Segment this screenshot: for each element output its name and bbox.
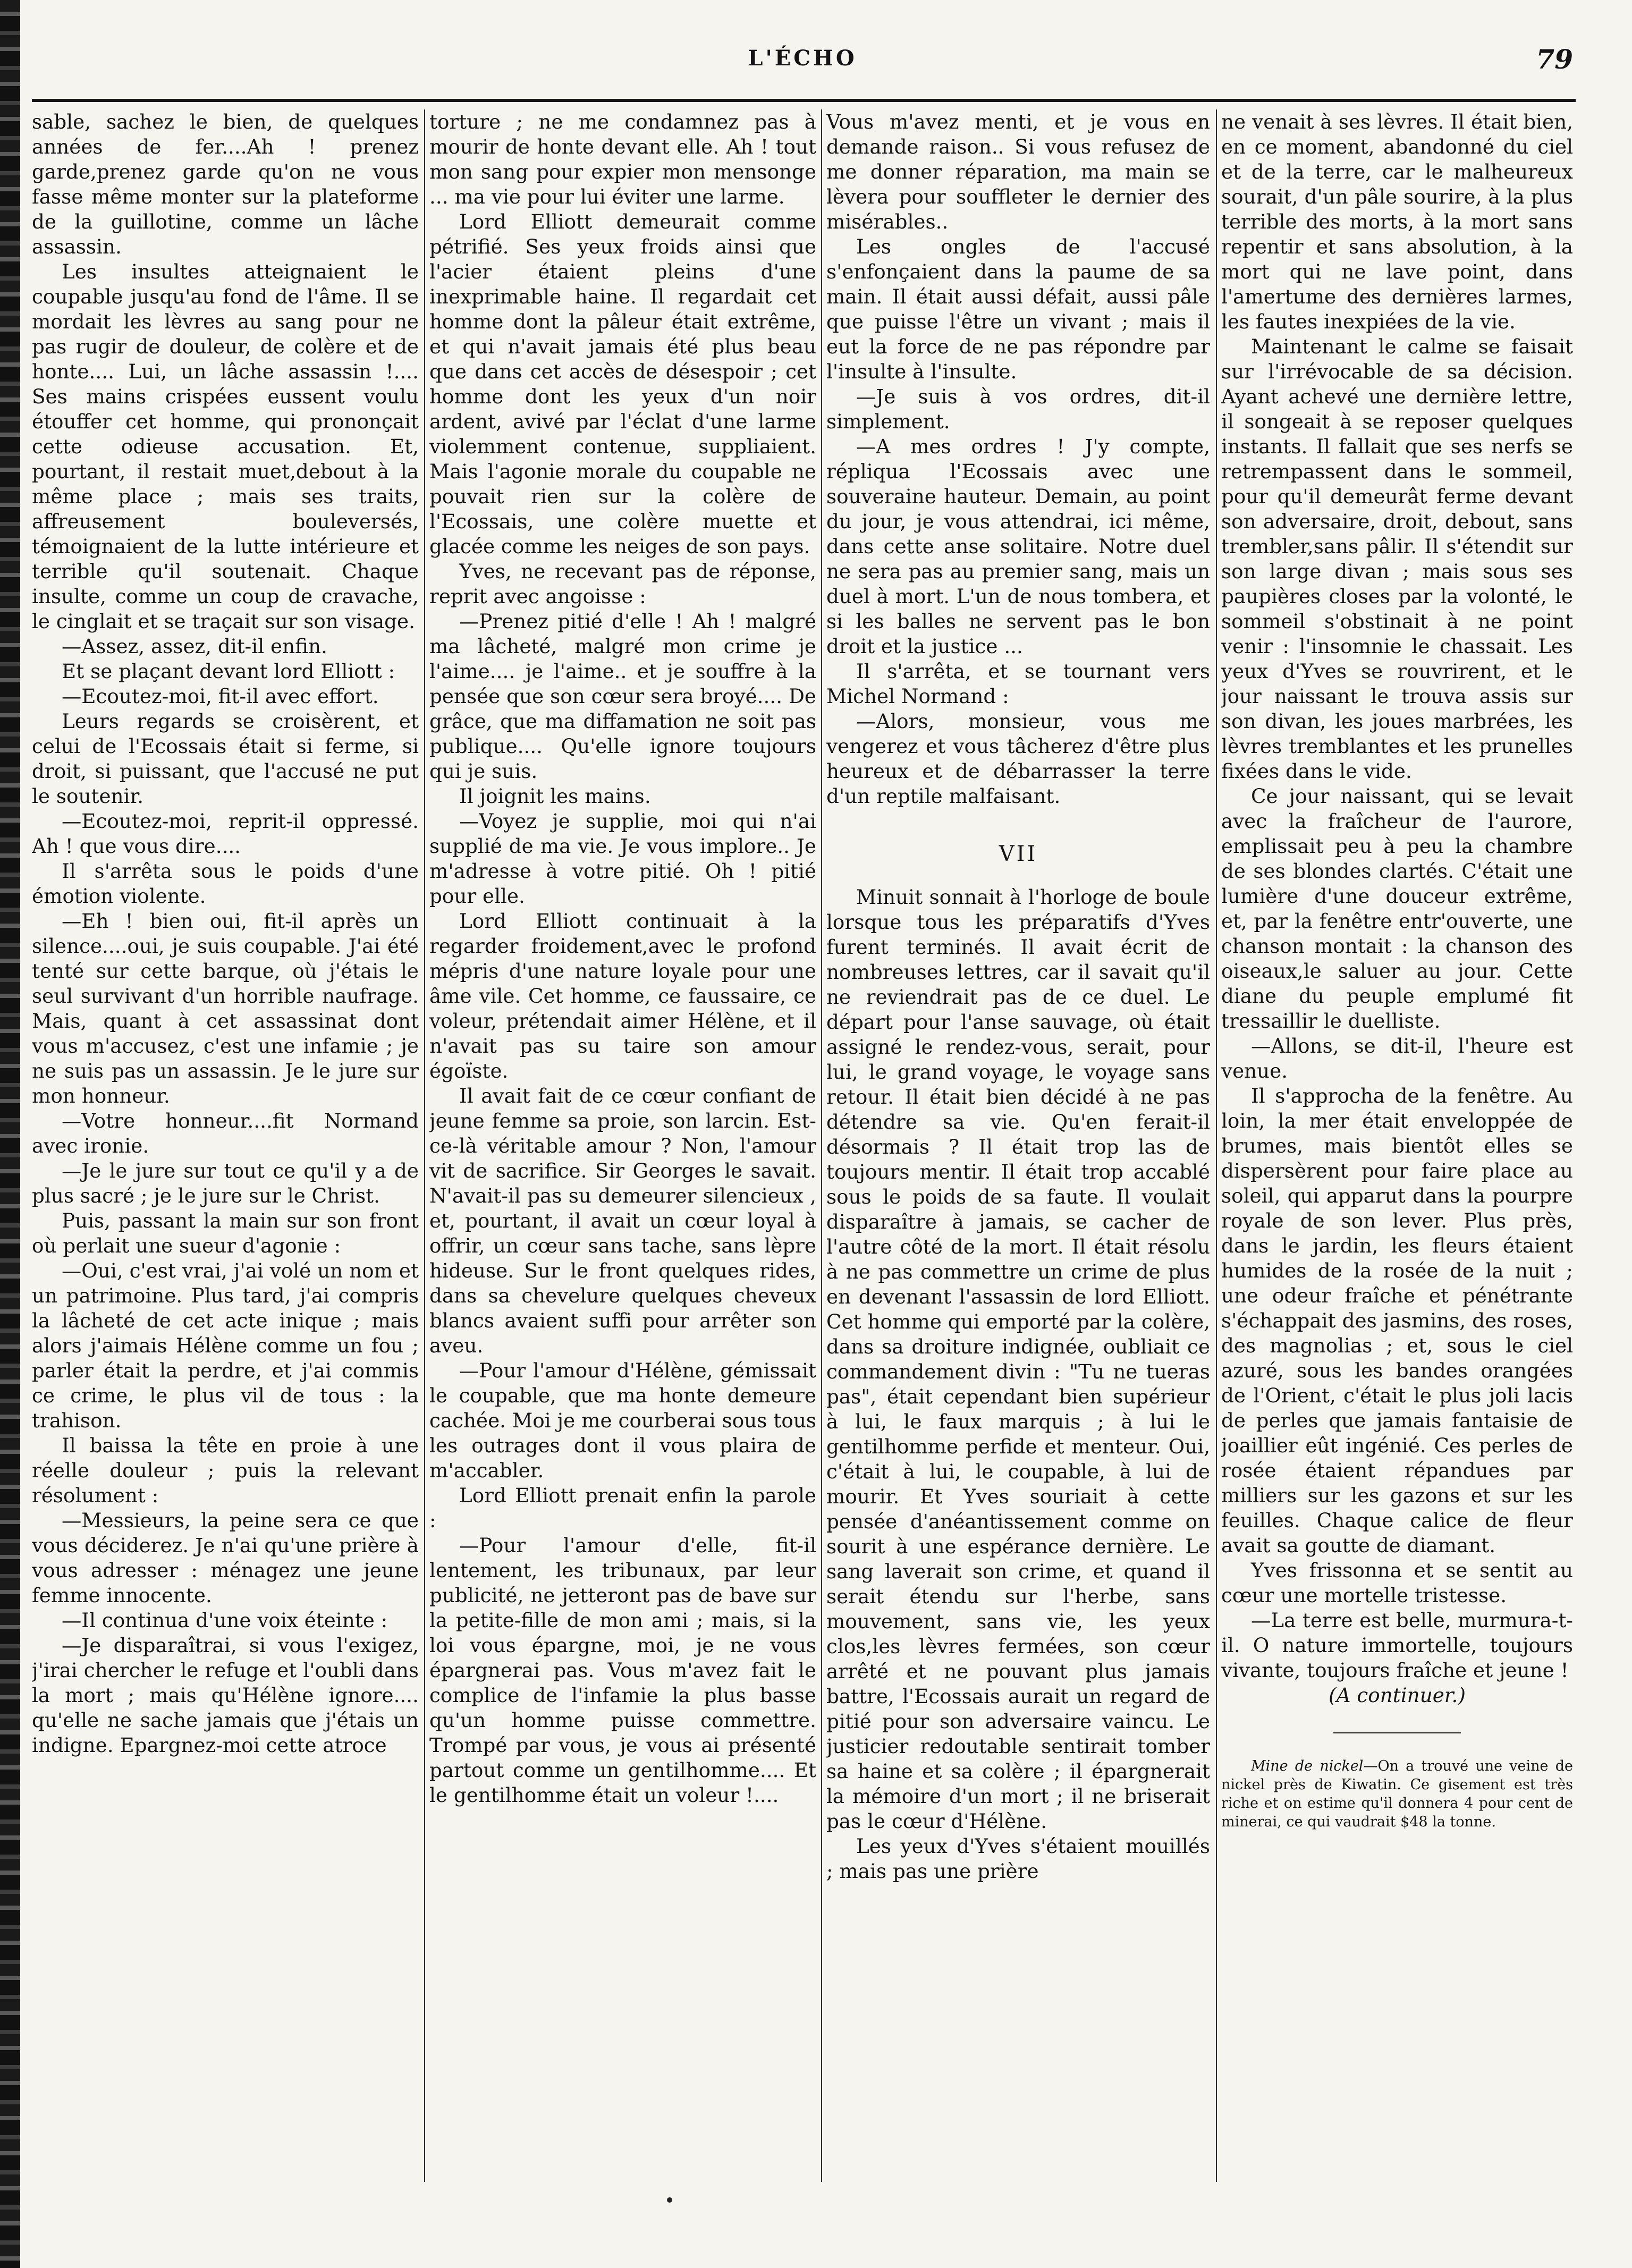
news-brief-text: On a trouvé une veine de nickel près de Kiwatin. Ce gisement est très riche et on estime qu'il donnera 4 pour cent de minerai, ce qui vaudrait $48 la tonne. [1221, 1758, 1573, 1830]
header-rule [32, 99, 1576, 102]
paragraph: —Assez, assez, dit-il enfin. [62, 634, 327, 658]
journal-title: L'ÉCHO [748, 46, 857, 71]
paragraph: —Oui, c'est vrai, j'ai volé un nom et un patrimoine. Plus tard, j'ai compris la lâcheté de cet acte inique ; mais alors j'aimais Hélène comme un fou ; parler était la perdre, et j'ai commis ce crime, le plus vil de tous : la trahison. [32, 1259, 419, 1432]
paragraph: —Allons, se dit-il, l'heure est venue. [1221, 1034, 1573, 1082]
paragraph: —La terre est belle, murmura-t-il. O nature immortelle, toujours vivante, toujours fraîche et jeune ! [1221, 1609, 1573, 1682]
paragraph: —Ecoutez-moi, reprit-il oppressé. Ah ! que vous dire.... [32, 809, 419, 858]
news-brief [1221, 1757, 1573, 1831]
column-separator [821, 109, 822, 2182]
paragraph: Les ongles de l'accusé s'enfonçaient dans la paume de sa main. Il était aussi défait, aussi pâle que puisse l'être un vivant ; mais il eut la force de ne pas répondre par l'insulte à l'insulte. [826, 235, 1210, 383]
text-column-3 [826, 109, 1210, 2182]
paragraph: Lord Elliott demeurait comme pétrifié. Ses yeux froids ainsi que l'acier étaient pleins d'une inexprimable haine. Il regardait cet homme dont la pâleur était extrême, et qui n'avait jamais été plus beau que dans cet accès de désespoir ; cet homme dont les yeux d'un noir ardent, avivé par l'éclat d'une larme violemment contenue, suppliaient. Mais l'agonie morale du coupable ne pouvait rien sur la colère de l'Ecossais, une colère muette et glacée comme les neiges de son pays. [429, 210, 816, 558]
paragraph: Les yeux d'Yves s'étaient mouillés ; mais pas une prière [826, 1834, 1210, 1883]
news-brief-title: Mine de nickel— [1251, 1758, 1378, 1774]
paragraph: Les insultes atteignaient le coupable jusqu'au fond de l'âme. Il se mordait les lèvres au sang pour ne pas rugir de douleur, de colère et de honte.... Lui, un lâche assassin !.... Ses mains crispées eussent voulu étouffer cet homme, qui prononçait cette odieuse accusation. Et, pourtant, il restait muet,debout à la même place ; mais ses traits, affreusement bouleversés, témoignaient de la lutte intérieure et terrible qu'il soutenait. Chaque insulte, comme un coup de cravache, le cinglait et se traçait sur son visage. [32, 260, 419, 633]
column-separator [1216, 109, 1217, 2182]
page-number: 79 [1536, 44, 1573, 75]
paragraph: Yves, ne recevant pas de réponse, reprit avec angoisse : [429, 560, 816, 608]
paragraph: torture ; ne me condamnez pas à mourir de honte devant elle. Ah ! tout mon sang pour expier mon mensonge ... ma vie pour lui éviter une larme. [429, 110, 816, 208]
to-be-continued-note: (A continuer.) [1329, 1683, 1466, 1707]
page-binding-edge [0, 0, 20, 2268]
paragraph: —Je disparaîtrai, si vous l'exigez, j'irai chercher le refuge et l'oubli dans la mort ; mais qu'Hélène ignore.... qu'elle ne sache jamais que j'étais un indigne. Epargnez-moi cette atroce [32, 1634, 419, 1757]
paragraph: —Je le jure sur tout ce qu'il y a de plus sacré ; je le jure sur le Christ. [32, 1159, 419, 1207]
paragraph: Minuit sonnait à l'horloge de boule lorsque tous les préparatifs d'Yves furent terminés. Il avait écrit de nombreuses lettres, car il savait qu'il ne reviendrait pas de ce duel. Le départ pour l'anse sauvage, où était assigné le rendez-vous, serait, pour lui, le grand voyage, le voyage sans retour. Il était bien décidé à ne pas détendre sa vie. Qu'en ferait-il désormais ? Il était trop las de toujours mentir. Il était trop accablé sous le poids de sa faute. Il voulait disparaître à jamais, se cacher de l'autre côté de la mort. Il était résolu à ne pas commettre un crime de plus en devenant l'assassin de lord Elliott. Cet homme qui emporté par la colère, dans sa droiture indignée, oubliait ce commandement divin : "Tu ne tueras pas", était cependant bien supérieur à lui, le faux marquis ; à lui le gentilhomme perfide et menteur. Oui, c'était à lui, le coupable, à lui de mourir. Et Yves souriait à cette pensée d'anéantissement comme on sourit à une espérance dernière. Le sang laverait son crime, et quand il serait étendu sur l'herbe, sans mouvement, sans vie, les yeux clos,les lèvres fermées, son cœur arrêté et ne pouvant plus jamais battre, l'Ecossais aurait un regard de pitié pour son adversaire vaincu. Le justicier redoutable sentirait tomber sa haine et sa colère ; il épargnerait la mémoire d'un mort ; il ne briserait pas le cœur d'Hélène. [826, 885, 1210, 1833]
paragraph: Il avait fait de ce cœur confiant de jeune femme sa proie, son larcin. Est-ce-là véritable amour ? Non, l'amour vit de sacrifice. Sir Georges le savait. N'avait-il pas su demeurer silencieux , et, pourtant, il avait un cœur loyal à offrir, un cœur sans tache, sans lèpre hideuse. Sur le front quelques rides, dans sa chevelure quelques cheveux blancs avaient suffi pour arrêter son aveu. [429, 1084, 816, 1357]
paragraph: —A mes ordres ! J'y compte, répliqua l'Ecossais avec une souveraine hauteur. Demain, au point du jour, je vous attendrai, ici même, dans cette anse solitaire. Notre duel ne sera pas au premier sang, mais un duel à mort. L'un de nous tombera, et si les balles ne servent pas le bon droit et la justice ... [826, 435, 1210, 658]
paragraph: Il s'arrêta sous le poids d'une émotion violente. [32, 859, 419, 908]
paragraph: —Je suis à vos ordres, dit-il simplement. [826, 385, 1210, 433]
paragraph: Leurs regards se croisèrent, et celui de l'Ecossais était si ferme, si droit, si puissant, que l'accusé ne put le soutenir. [32, 709, 419, 808]
text-column-1 [32, 109, 419, 2182]
paragraph: Lord Elliott continuait à la regarder froidement,avec le profond mépris d'une nature loyale pour une âme vile. Cet homme, ce faussaire, ce voleur, prétendait aimer Hélène, et il n'avait pas su taire son amour égoïste. [429, 909, 816, 1082]
paragraph: —Ecoutez-moi, fit-il avec effort. [62, 684, 379, 708]
paragraph: Il joignit les mains. [459, 784, 651, 808]
paragraph: —Pour l'amour d'elle, fit-il lentement, les tribunaux, par leur publicité, ne jetteront pas de bave sur la petite-fille de mon ami ; mais, si la loi vous épargne, moi, je ne vous épargnerai pas. Vous m'avez fait le complice de l'infamie la plus basse qu'un homme puisse commettre. Trompé par vous, je vous ai présenté partout comme un gentilhomme.... Et le gentilhomme était un voleur !.... [429, 1534, 816, 1807]
paragraph: Il s'arrêta, et se tournant vers Michel Normand : [826, 659, 1210, 708]
paragraph: —Messieurs, la peine sera ce que vous déciderez. Je n'ai qu'une prière à vous adresser : ménagez une jeune femme innocente. [32, 1509, 419, 1607]
paragraph: —Il continua d'une voix éteinte : [62, 1609, 388, 1632]
paragraph: —Eh ! bien oui, fit-il après un silence....oui, je suis coupable. J'ai été tenté sur cette barque, où j'étais le seul survivant d'un horrible naufrage. Mais, quant à cet assassinat dont vous m'accusez, c'est une infamie ; je ne suis pas un assassin. Je le jure sur mon honneur. [32, 909, 419, 1107]
text-column-2 [429, 109, 816, 2182]
page-header [32, 41, 1573, 100]
paragraph: Et se plaçant devant lord Elliott : [62, 659, 395, 683]
paragraph: Vous m'avez menti, et je vous en demande raison.. Si vous refusez de me donner réparation, ma main se lèvera pour souffleter le dernier des misérables.. [826, 110, 1210, 233]
paragraph: —Pour l'amour d'Hélène, gémissait le coupable, que ma honte demeure cachée. Moi je me courberai sous tous les outrages dont il vous plaira de m'accabler. [429, 1359, 816, 1482]
paragraph: Lord Elliott prenait enfin la parole : [429, 1484, 816, 1532]
section-rule [1333, 1732, 1461, 1733]
paragraph: Puis, passant la main sur son front où perlait une sueur d'agonie : [32, 1209, 419, 1257]
column-separator [424, 109, 425, 2182]
paragraph: —Alors, monsieur, vous me vengerez et vous tâcherez d'être plus heureux et de débarrasser la terre d'un reptile malfaisant. [826, 709, 1210, 808]
paragraph: ne venait à ses lèvres. Il était bien, en ce moment, abandonné du ciel et de la terre, car le malheureux sourait, d'un pâle sourire, à la plus terrible des morts, à la mort sans repentir et sans absolution, à la mort qui ne lave point, dans l'amertume des dernières larmes, les fautes inexpiées de la vie. [1221, 110, 1573, 333]
paragraph: —Votre honneur....fit Normand avec ironie. [32, 1109, 419, 1157]
paragraph: Il s'approcha de la fenêtre. Au loin, la mer était enveloppée de brumes, mais bientôt elles se dispersèrent pour faire place au soleil, qui apparut dans la pourpre royale de son lever. Plus près, dans le jardin, les fleurs étaient humides de la rosée de la nuit ; une odeur fraîche et pénétrante s'échappait des jasmins, des roses, des magnolias ; et, sous le ciel azuré, sous les bandes orangées de l'Orient, c'était le plus joli lacis de perles que jamais fantaisie de joaillier eût ingénié. Ces perles de rosée étaient répandues par milliers sur les gazons et sur les feuilles. Chaque calice de fleur avait sa goutte de diamant. [1221, 1084, 1573, 1557]
paragraph: Ce jour naissant, qui se levait avec la fraîcheur de l'aurore, emplissait peu à peu la chambre de ses blondes clartés. C'était une lumière d'une douceur extrême, et, par la fenêtre entr'ouverte, une chanson montait : la chanson des oiseaux,le saluer au jour. Cette diane du peuple emplumé fit tressaillir le duelliste. [1221, 784, 1573, 1033]
paragraph: Il baissa la tête en proie à une réelle douleur ; puis la relevant résolument : [32, 1434, 419, 1507]
text-column-4 [1221, 109, 1573, 2182]
chapter-heading: VII [999, 842, 1038, 866]
paragraph: sable, sachez le bien, de quelques années de fer....Ah ! prenez garde,prenez garde qu'on ne vous fasse même monter sur la plateforme de la guillotine, comme un lâche assassin. [32, 110, 419, 258]
paragraph: Maintenant le calme se faisait sur l'irrévocable de sa décision. Ayant achevé une dernière lettre, il songeait à se reposer quelques instants. Il fallait que ses nerfs se retrempassent dans le sommeil, pour qu'il demeurât ferme devant son adversaire, droit, debout, sans trembler,sans pâlir. Il s'étendit sur son large divan ; mais sous ses paupières closes par la volonté, le sommeil s'obstinait à ne point venir : l'insomnie le chassait. Les yeux d'Yves se rouvrirent, et le jour naissant le trouva assis sur son divan, les joues marbrées, les lèvres tremblantes et les prunelles fixées dans le vide. [1221, 335, 1573, 783]
paragraph: —Prenez pitié d'elle ! Ah ! malgré ma lâcheté, malgré mon crime je l'aime.... je l'aime.. et je souffre à la pensée que son cœur sera broyé.... De grâce, que ma diffamation ne soit pas publique.... Qu'elle ignore toujours qui je suis. [429, 610, 816, 783]
paragraph: —Voyez je supplie, moi qui n'ai supplié de ma vie. Je vous implore.. Je m'adresse à votre pitié. Oh ! pitié pour elle. [429, 809, 816, 908]
paragraph: Yves frissonna et se sentit au cœur une mortelle tristesse. [1221, 1559, 1573, 1607]
print-speck [667, 2197, 672, 2203]
